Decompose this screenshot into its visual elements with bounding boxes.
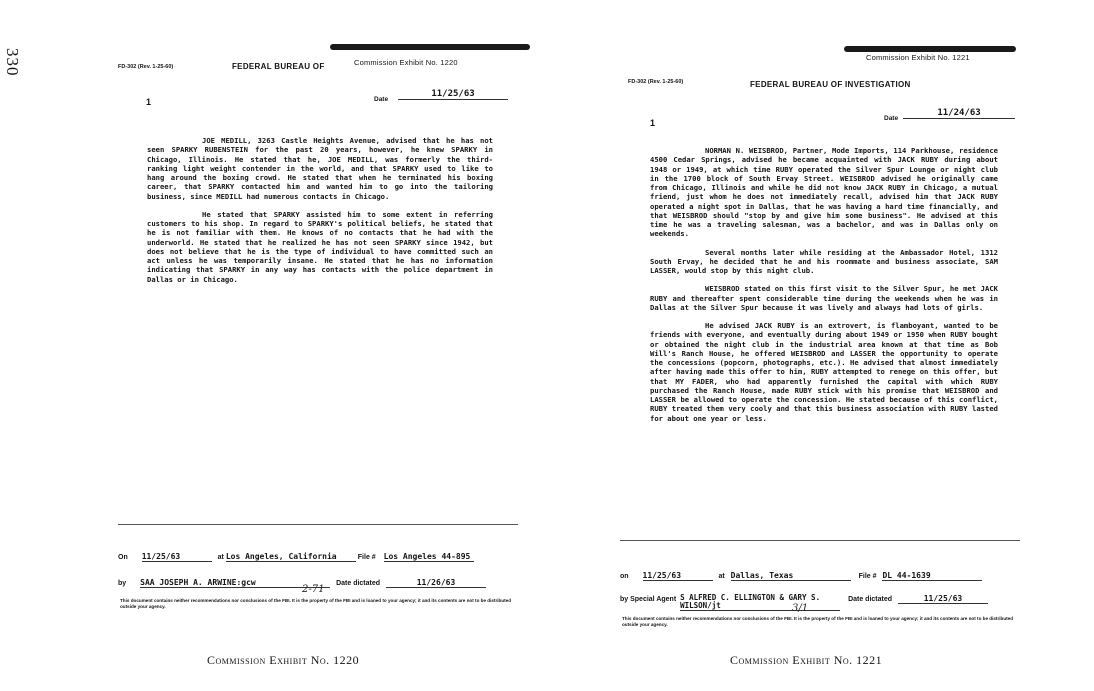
right-dictated-value: 11/25/63 bbox=[898, 594, 988, 604]
left-at-label: at bbox=[217, 554, 224, 561]
left-fine-print: This document contains neither recommendations nor conclusions of the FBI. It is the property of the FBI and is loaned to your agency; it and its contents are not to be distributed outside your agency. bbox=[120, 598, 512, 609]
right-body bbox=[650, 146, 998, 432]
right-on-label: on bbox=[620, 573, 629, 580]
right-form-number: FD-302 (Rev. 1-25-60) bbox=[628, 79, 684, 85]
left-on-value: 11/25/63 bbox=[142, 552, 212, 562]
left-by-label: by bbox=[118, 580, 127, 587]
right-paragraph-4: He advised JACK RUBY is an extrovert, is flamboyant, wanted to be friends with everyone, and eventually during about 1949 or 1950 when RUBY bought or obtained the night club in the industrial area known at that time as Bob Will's Ranch House, he offered WEISBROD and LASSER the opportunity to operate the concessions (popcorn, photographs, etc.). He advised that almost immediately after having made this offer to him, RUBY attempted to renege on this offer, but that MY FADER, who had apparently furnished the capital with which RUBY purchased the Ranch House, made RUBY stick with his promise that WEISBROD and LASSER be allowed to operate the concession. He stated because of this conflict, RUBY treated them very cooly and that this business association with RUBY lasted for about one year or less. bbox=[650, 321, 998, 423]
right-date-value: 11/24/63 bbox=[903, 108, 1015, 119]
right-at-label: at bbox=[718, 573, 725, 580]
page-number: 330 bbox=[3, 48, 22, 77]
left-handwritten-note: 2-71 bbox=[302, 584, 325, 595]
left-file-label: File # bbox=[357, 554, 376, 561]
left-date-value: 11/25/63 bbox=[398, 89, 508, 100]
left-paragraph-2: He stated that SPARKY assisted him to some extent in referring customers to his shop. In regard to SPARKY's political beliefs, he stated that he is not familiar with them. He knows of no contacts that he had with the underworld. He stated that he realized he has not seen SPARKY since 1942, but does not believe that he is the type of individual to have committed such an act unless he was temporarily insane. He stated that he has no information indicating that SPARKY in any way has contacts with the police department in Dallas or in Chicago. bbox=[147, 209, 493, 284]
left-footer-rule bbox=[118, 524, 518, 525]
left-dictated-label: Date dictated bbox=[336, 580, 381, 587]
right-paragraph-3: WEISBROD stated on this first visit to the Silver Spur, he met JACK RUBY and thereafter spent considerable time during the weekends when he was in Dallas at the Silver Spur because it was lively and always had lots of girls. bbox=[650, 284, 998, 312]
right-by-value: S ALFRED C. ELLINGTON & GARY S. WILSON/jt bbox=[680, 594, 840, 611]
right-redaction-bar bbox=[844, 46, 1016, 52]
right-caption: Commission Exhibit No. 1221 bbox=[730, 653, 883, 667]
right-footer-on-line bbox=[620, 571, 982, 581]
left-exhibit-label: Commission Exhibit No. 1220 bbox=[354, 58, 458, 67]
left-footer-on-line bbox=[118, 552, 474, 562]
left-at-value: Los Angeles, California bbox=[226, 552, 356, 562]
right-on-value: 11/25/63 bbox=[643, 571, 713, 581]
right-by-label: by Special Agent bbox=[620, 596, 677, 603]
right-handwritten-note: 3/1 bbox=[792, 603, 809, 614]
right-file-label: File # bbox=[858, 573, 877, 580]
right-date-label: Date bbox=[884, 115, 899, 122]
right-paragraph-2: Several months later while residing at the Ambassador Hotel, 1312 South Ervay, he decided that he and his roommate and business associate, SAM LASSER, would stop by this night club. bbox=[650, 247, 998, 275]
left-caption: Commission Exhibit No. 1220 bbox=[207, 653, 360, 667]
right-bureau-title: FEDERAL BUREAU OF INVESTIGATION bbox=[750, 80, 911, 89]
left-on-label: On bbox=[118, 554, 128, 561]
right-dictated-label: Date dictated bbox=[848, 596, 893, 603]
right-at-value: Dallas, Texas bbox=[731, 571, 851, 581]
right-exhibit-label: Commission Exhibit No. 1221 bbox=[866, 53, 970, 62]
left-body bbox=[147, 136, 493, 293]
left-date-label: Date bbox=[374, 96, 389, 103]
right-paragraph-1: NORMAN N. WEISBROD, Partner, Mode Imports, 114 Parkhouse, residence 4500 Cedar Springs, advised he became acquainted with JACK RUBY during about 1948 or 1949, at which time RUBY operated the Silver Spur Lounge or night club in the 1700 block of South Ervay Street. WEISBROD advised he originally came from Chicago, Illinois and while he did not know JACK RUBY in Chicago, a mutual friend, just whom he does not immediately recall, advised him that JACK RUBY operated a night spot in Dallas, that he was having a hard time financially, and that WEISBROD should "stop by and give him some business". He advised at this time he was a traveling salesman, was a bachelor, and was in Dallas only on weekends. bbox=[650, 146, 998, 239]
left-form-number: FD-302 (Rev. 1-25-60) bbox=[118, 64, 174, 70]
left-dictated-value: 11/26/63 bbox=[386, 578, 486, 588]
right-page-marker: 1 bbox=[650, 118, 656, 128]
left-file-value: Los Angeles 44-895 bbox=[384, 552, 474, 562]
right-footer-rule bbox=[620, 540, 1020, 541]
right-fine-print: This document contains neither recommendations nor conclusions of the FBI. It is the property of the FBI and is loaned to your agency; it and its contents are not to be distributed outside your agency. bbox=[622, 616, 1014, 627]
left-redaction-bar bbox=[330, 44, 530, 50]
right-file-value: DL 44-1639 bbox=[882, 571, 982, 581]
left-page-marker: 1 bbox=[146, 97, 152, 107]
left-by-value: SAA JOSEPH A. ARWINE:gcw bbox=[140, 578, 330, 588]
left-bureau-title: FEDERAL BUREAU OF bbox=[232, 62, 325, 71]
left-paragraph-1: JOE MEDILL, 3263 Castle Heights Avenue, advised that he has not seen SPARKY RUBENSTEIN for the past 20 years, however, he knew SPARKY in Chicago, Illinois. He stated that he, JOE MEDILL, was formerly the third-ranking light weight contender in the world, and that SPARKY used to like to hang around the boxing crowd. He stated that when he terminated his boxing career, that SPARKY contacted him and wanted him to go into the tailoring business, since MEDILL had numerous contacts in Chicago. bbox=[147, 136, 493, 201]
